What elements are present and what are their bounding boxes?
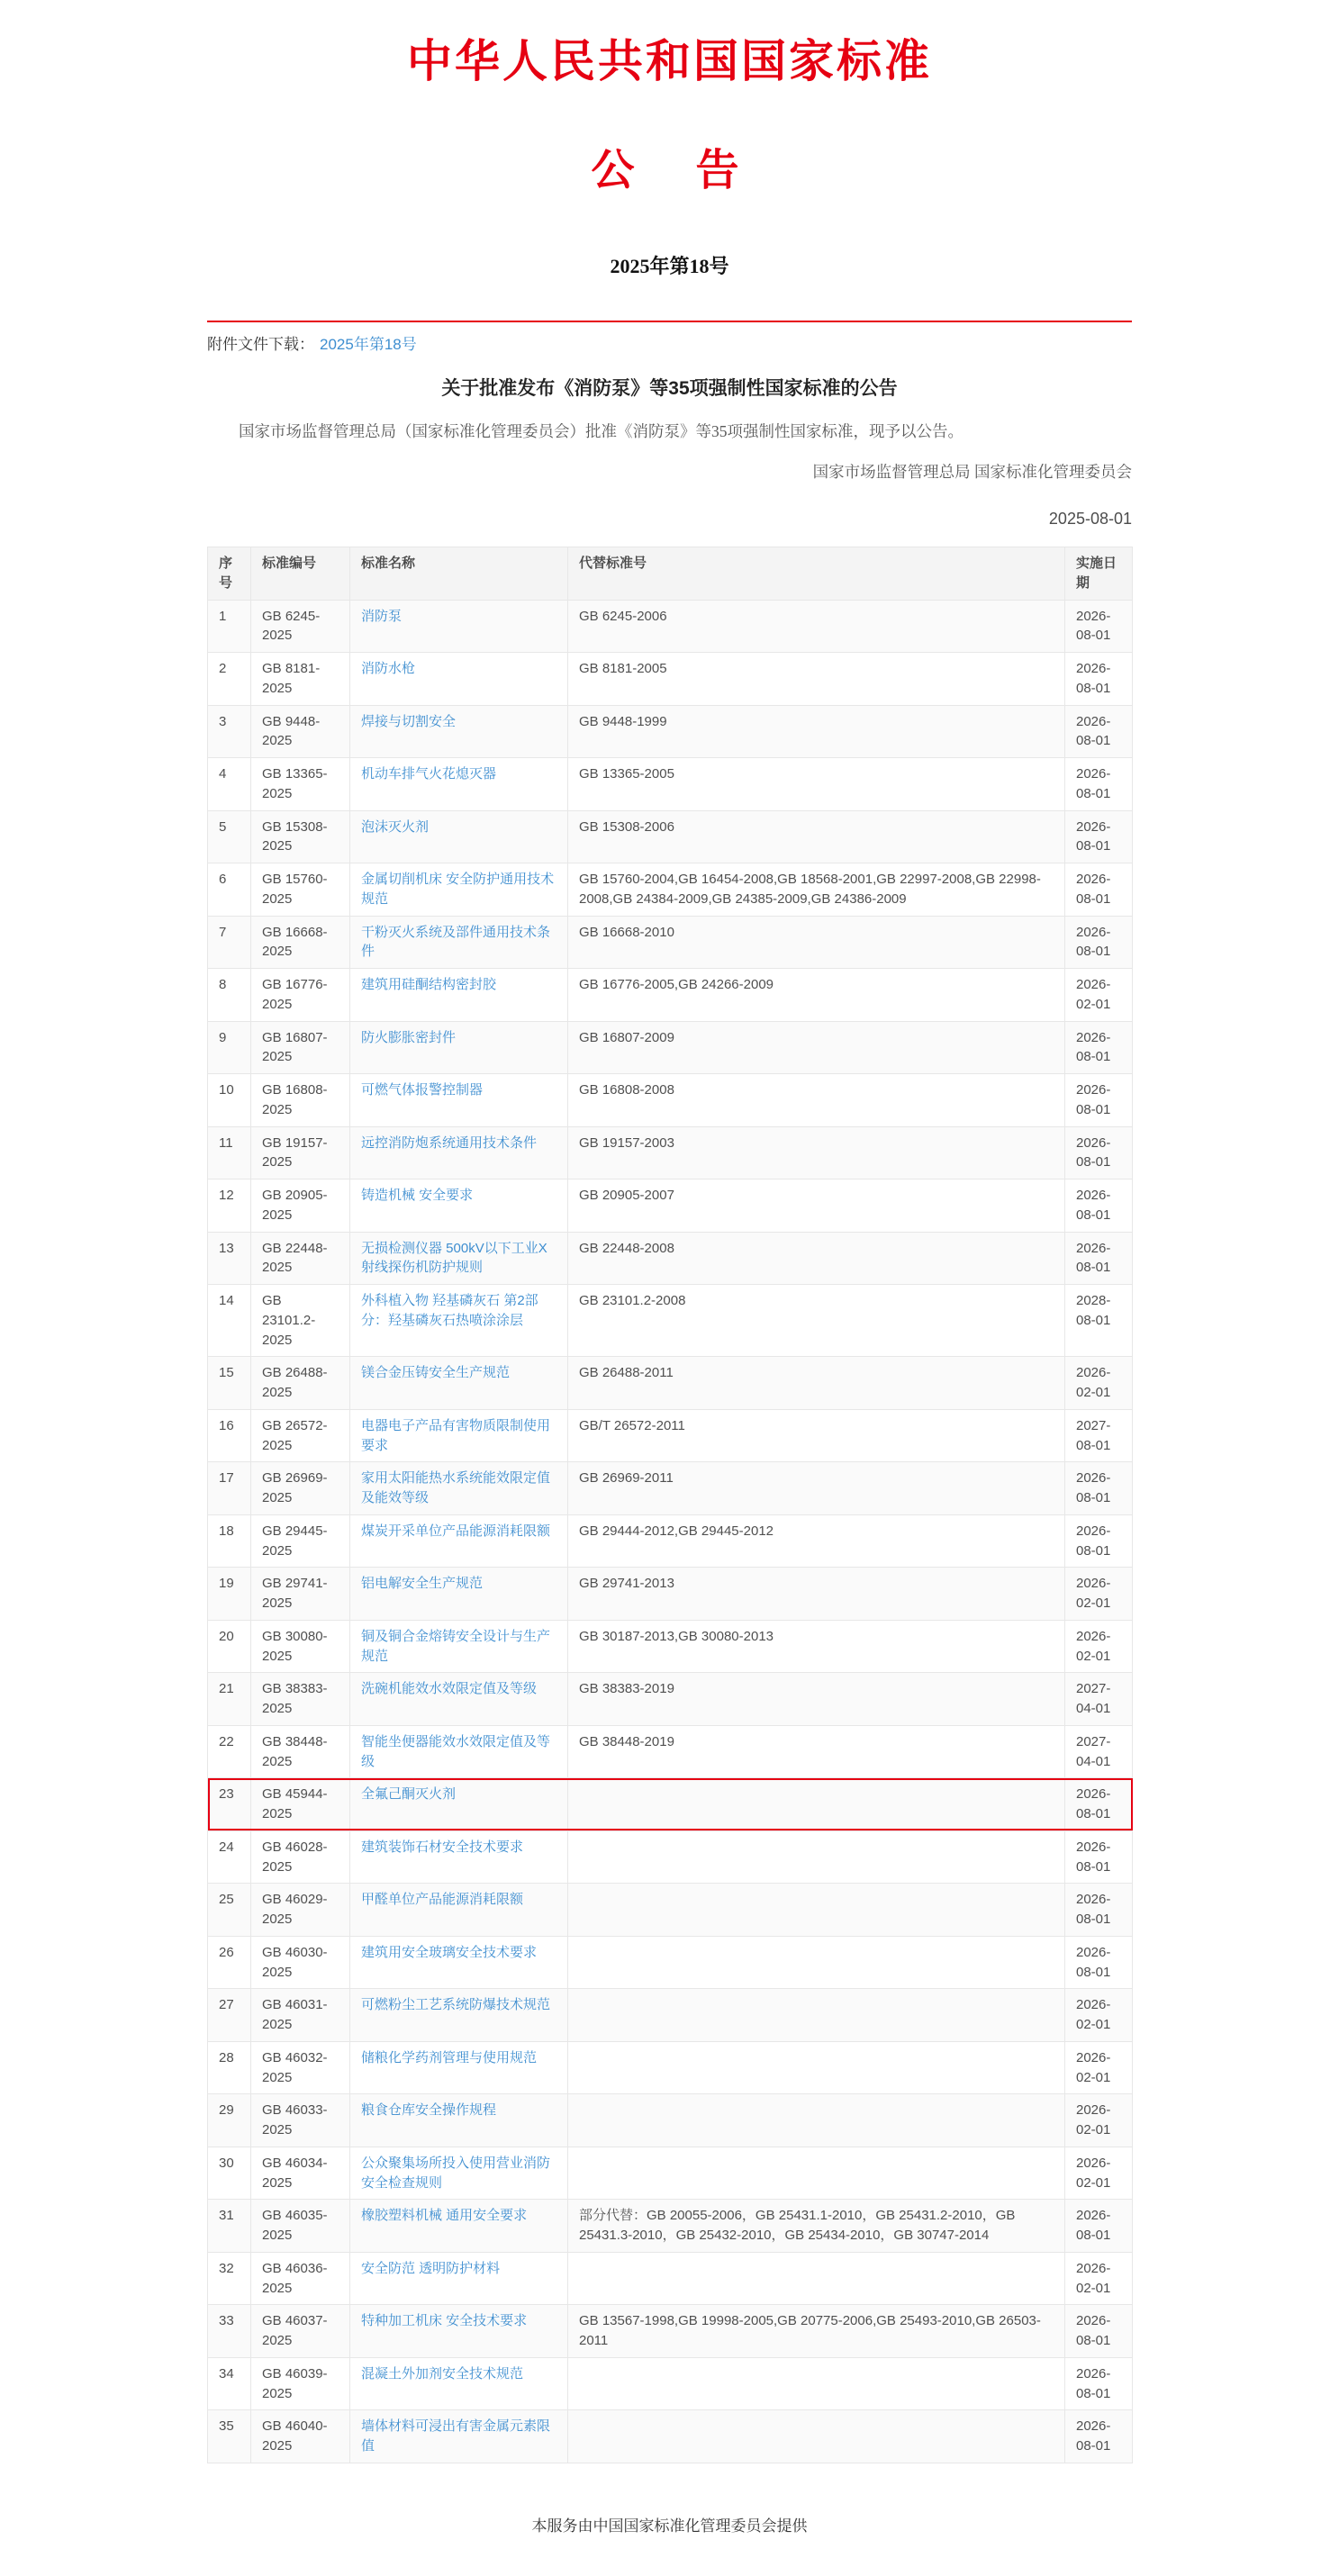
- table-header-row: [208, 547, 1133, 601]
- standard-name-link[interactable]: 金属切削机床 安全防护通用技术规范: [361, 872, 555, 907]
- code-cell: GB 29741-2025: [251, 1568, 350, 1621]
- date-cell: 2026-08-01: [1065, 1884, 1133, 1937]
- standard-name-cell: [350, 1673, 568, 1726]
- date-cell: 2026-02-01: [1065, 1568, 1133, 1621]
- code-cell: GB 46030-2025: [251, 1936, 350, 1989]
- standard-name-link[interactable]: 铜及铜合金熔铸安全设计与生产规范: [361, 1628, 551, 1664]
- replaces-cell: [568, 1778, 1065, 1831]
- table-row: [208, 2147, 1133, 2200]
- code-cell: GB 45944-2025: [251, 1778, 350, 1831]
- date-cell: 2026-08-01: [1065, 1021, 1133, 1074]
- date-cell: 2026-08-01: [1065, 600, 1133, 653]
- table-row: [208, 2252, 1133, 2305]
- standard-name-cell: [350, 1074, 568, 1127]
- standard-name-cell: [350, 1620, 568, 1673]
- code-cell: GB 46031-2025: [251, 1989, 350, 2042]
- code-cell: GB 46028-2025: [251, 1830, 350, 1884]
- standard-name-link[interactable]: 甲醛单位产品能源消耗限额: [361, 1892, 524, 1908]
- table-row: [208, 1180, 1133, 1233]
- date-cell: 2026-08-01: [1065, 653, 1133, 706]
- replaces-cell: GB 15308-2006: [568, 810, 1065, 863]
- serial-cell: 33: [208, 2305, 251, 2358]
- serial-cell: 6: [208, 863, 251, 917]
- serial-cell: 32: [208, 2252, 251, 2305]
- replaces-cell: GB 16808-2008: [568, 1074, 1065, 1127]
- standard-name-cell: [350, 916, 568, 969]
- replaces-cell: 部分代替：GB 20055-2006，GB 25431.1-2010，GB 25431.2-2010，GB 25431.3-2010，GB 25432-2010，GB 25434-2010，GB 30747-2014: [568, 2200, 1065, 2253]
- standard-name-cell: [350, 653, 568, 706]
- replaces-cell: [568, 1884, 1065, 1937]
- replaces-cell: [568, 2252, 1065, 2305]
- standard-name-cell: [350, 1021, 568, 1074]
- date-cell: 2026-08-01: [1065, 1936, 1133, 1989]
- code-cell: GB 46040-2025: [251, 2410, 350, 2463]
- serial-cell: 34: [208, 2357, 251, 2410]
- code-cell: GB 26488-2025: [251, 1357, 350, 1410]
- standard-name-cell: [350, 2094, 568, 2147]
- date-cell: 2026-08-01: [1065, 2305, 1133, 2358]
- standard-name-link[interactable]: 电器电子产品有害物质限制使用要求: [361, 1417, 551, 1453]
- standard-name-cell: [350, 1126, 568, 1180]
- standard-name-link[interactable]: 储粮化学药剂管理与使用规范: [361, 2049, 538, 2065]
- serial-cell: 1: [208, 600, 251, 653]
- code-cell: GB 22448-2025: [251, 1232, 350, 1285]
- serial-cell: 19: [208, 1568, 251, 1621]
- table-row: [208, 1884, 1133, 1937]
- code-cell: GB 9448-2025: [251, 705, 350, 758]
- standard-name-link[interactable]: 干粉灭火系统及部件通用技术条件: [361, 924, 551, 960]
- standard-name-link[interactable]: 镁合金压铸安全生产规范: [361, 1365, 511, 1381]
- table-row: [208, 1620, 1133, 1673]
- standard-name-link[interactable]: 可燃粉尘工艺系统防爆技术规范: [361, 1997, 551, 2013]
- code-cell: GB 15760-2025: [251, 863, 350, 917]
- standard-name-cell: [350, 2305, 568, 2358]
- date-cell: 2026-08-01: [1065, 758, 1133, 811]
- table-row: [208, 653, 1133, 706]
- standard-name-cell: [350, 2041, 568, 2094]
- issue-number: 2025年第18号: [610, 255, 729, 277]
- table-row: [208, 2357, 1133, 2410]
- serial-cell: 17: [208, 1462, 251, 1515]
- replaces-cell: GB 16776-2005,GB 24266-2009: [568, 969, 1065, 1022]
- standards-table-body: [208, 600, 1133, 2463]
- serial-cell: 35: [208, 2410, 251, 2463]
- code-cell: GB 6245-2025: [251, 600, 350, 653]
- standard-name-cell: [350, 2252, 568, 2305]
- serial-cell: 8: [208, 969, 251, 1022]
- table-row: [208, 969, 1133, 1022]
- code-cell: GB 46035-2025: [251, 2200, 350, 2253]
- standard-name-cell: [350, 969, 568, 1022]
- table-row: [208, 810, 1133, 863]
- date-cell: 2026-08-01: [1065, 1232, 1133, 1285]
- date-cell: 2026-08-01: [1065, 1514, 1133, 1568]
- date-cell: 2026-02-01: [1065, 1620, 1133, 1673]
- serial-cell: 21: [208, 1673, 251, 1726]
- column-header-name: 标准名称: [350, 547, 568, 601]
- replaces-cell: GB 15760-2004,GB 16454-2008,GB 18568-2001,GB 22997-2008,GB 22998-2008,GB 24384-2009,GB 24385-2009,GB 24386-2009: [568, 863, 1065, 917]
- standard-name-cell: [350, 1989, 568, 2042]
- code-cell: GB 46039-2025: [251, 2357, 350, 2410]
- code-cell: GB 16807-2025: [251, 1021, 350, 1074]
- replaces-cell: GB 29741-2013: [568, 1568, 1065, 1621]
- standard-name-link[interactable]: 外科植入物 羟基磷灰石 第2部分：羟基磷灰石热喷涂涂层: [361, 1293, 538, 1328]
- replaces-cell: GB 13567-1998,GB 19998-2005,GB 20775-2006,GB 25493-2010,GB 26503-2011: [568, 2305, 1065, 2358]
- table-row: [208, 1074, 1133, 1127]
- date-cell: 2026-02-01: [1065, 1357, 1133, 1410]
- serial-cell: 27: [208, 1989, 251, 2042]
- serial-cell: 4: [208, 758, 251, 811]
- standard-name-cell: [350, 1725, 568, 1778]
- serial-cell: 29: [208, 2094, 251, 2147]
- code-cell: GB 30080-2025: [251, 1620, 350, 1673]
- code-cell: GB 13365-2025: [251, 758, 350, 811]
- serial-cell: 16: [208, 1409, 251, 1462]
- standard-name-cell: [350, 1514, 568, 1568]
- standard-name-cell: [350, 2147, 568, 2200]
- standard-name-link[interactable]: 焊接与切割安全: [361, 713, 457, 729]
- standard-name-cell: [350, 1180, 568, 1233]
- attachment-row: [207, 322, 1132, 357]
- table-row: [208, 1830, 1133, 1884]
- date-cell: 2026-02-01: [1065, 2041, 1133, 2094]
- serial-cell: 23: [208, 1778, 251, 1831]
- serial-cell: 30: [208, 2147, 251, 2200]
- standard-name-cell: [350, 1830, 568, 1884]
- standard-name-link[interactable]: 可燃气体报警控制器: [361, 1082, 484, 1098]
- column-header-replaces: 代替标准号: [568, 547, 1065, 601]
- standard-name-link[interactable]: 建筑装饰石材安全技术要求: [361, 1839, 524, 1855]
- serial-cell: 11: [208, 1126, 251, 1180]
- date-cell: 2026-08-01: [1065, 916, 1133, 969]
- code-cell: GB 46029-2025: [251, 1884, 350, 1937]
- date-cell: 2026-08-01: [1065, 1830, 1133, 1884]
- column-header-date: 实施日期: [1065, 547, 1133, 601]
- standard-name-link[interactable]: 橡胶塑料机械 通用安全要求: [361, 2208, 528, 2224]
- replaces-cell: GB 26969-2011: [568, 1462, 1065, 1515]
- table-row: [208, 1357, 1133, 1410]
- replaces-cell: GB 8181-2005: [568, 653, 1065, 706]
- table-row: [208, 1936, 1133, 1989]
- column-header-serial: 序号: [208, 547, 251, 601]
- table-row: [208, 1725, 1133, 1778]
- serial-cell: 26: [208, 1936, 251, 1989]
- serial-cell: 15: [208, 1357, 251, 1410]
- table-row: [208, 1778, 1133, 1831]
- replaces-cell: GB 13365-2005: [568, 758, 1065, 811]
- date-cell: 2026-08-01: [1065, 2357, 1133, 2410]
- content-container: [207, 321, 1132, 2576]
- announcement-body: 国家市场监督管理总局（国家标准化管理委员会）批准《消防泵》等35项强制性国家标准，现予以公告。: [239, 422, 964, 440]
- standard-name-cell: [350, 1409, 568, 1462]
- table-row: [208, 1673, 1133, 1726]
- serial-cell: 5: [208, 810, 251, 863]
- replaces-cell: GB 38448-2019: [568, 1725, 1065, 1778]
- serial-cell: 3: [208, 705, 251, 758]
- replaces-cell: [568, 2410, 1065, 2463]
- standard-name-link[interactable]: 建筑用安全玻璃安全技术要求: [361, 1944, 538, 1960]
- standard-name-cell: [350, 1462, 568, 1515]
- standard-name-link[interactable]: 洗碗机能效水效限定值及等级: [361, 1681, 538, 1697]
- table-row: [208, 916, 1133, 969]
- replaces-cell: GB/T 26572-2011: [568, 1409, 1065, 1462]
- standard-name-cell: [350, 705, 568, 758]
- table-row: [208, 2410, 1133, 2463]
- code-cell: GB 26572-2025: [251, 1409, 350, 1462]
- table-row: [208, 2305, 1133, 2358]
- date-cell: 2027-08-01: [1065, 1409, 1133, 1462]
- table-row: [208, 1232, 1133, 1285]
- standard-name-link[interactable]: 公众聚集场所投入使用营业消防安全检查规则: [361, 2155, 551, 2191]
- standard-name-link[interactable]: 泡沫灭火剂: [361, 818, 430, 835]
- standard-name-link[interactable]: 粮食仓库安全操作规程: [361, 2102, 497, 2119]
- serial-cell: 7: [208, 916, 251, 969]
- column-header-code: 标准编号: [251, 547, 350, 601]
- replaces-cell: [568, 1830, 1065, 1884]
- standard-name-cell: [350, 600, 568, 653]
- date-cell: 2026-08-01: [1065, 810, 1133, 863]
- serial-cell: 31: [208, 2200, 251, 2253]
- date-cell: 2026-08-01: [1065, 705, 1133, 758]
- standard-name-link[interactable]: 智能坐便器能效水效限定值及等级: [361, 1733, 551, 1769]
- table-row: [208, 600, 1133, 653]
- standard-name-cell: [350, 1285, 568, 1357]
- table-row: [208, 1989, 1133, 2042]
- date-cell: 2026-08-01: [1065, 1074, 1133, 1127]
- table-row: [208, 1409, 1133, 1462]
- table-row: [208, 1126, 1133, 1180]
- standard-name-link[interactable]: 墙体材料可浸出有害金属元素限值: [361, 2418, 551, 2454]
- standard-name-cell: [350, 2200, 568, 2253]
- standard-name-link[interactable]: 特种加工机床 安全技术要求: [361, 2313, 528, 2329]
- serial-cell: 14: [208, 1285, 251, 1357]
- replaces-cell: GB 26488-2011: [568, 1357, 1065, 1410]
- standard-name-link[interactable]: 消防水枪: [361, 661, 416, 676]
- standard-name-cell: [350, 1778, 568, 1831]
- announcement-signature: 国家市场监督管理总局 国家标准化管理委员会: [812, 463, 1132, 481]
- standard-name-link[interactable]: 建筑用硅酮结构密封胶: [361, 977, 497, 992]
- code-cell: GB 26969-2025: [251, 1462, 350, 1515]
- replaces-cell: [568, 1989, 1065, 2042]
- standard-name-link[interactable]: 安全防范 透明防护材料: [361, 2260, 501, 2276]
- footer-note: 本服务由中国国家标准化管理委员会提供: [531, 2517, 808, 2535]
- replaces-cell: [568, 2147, 1065, 2200]
- serial-cell: 2: [208, 653, 251, 706]
- standard-name-cell: [350, 1936, 568, 1989]
- code-cell: GB 46037-2025: [251, 2305, 350, 2358]
- serial-cell: 9: [208, 1021, 251, 1074]
- code-cell: GB 38448-2025: [251, 1725, 350, 1778]
- standard-name-cell: [350, 1232, 568, 1285]
- date-cell: 2027-04-01: [1065, 1725, 1133, 1778]
- replaces-cell: [568, 2041, 1065, 2094]
- code-cell: GB 46032-2025: [251, 2041, 350, 2094]
- date-cell: 2027-04-01: [1065, 1673, 1133, 1726]
- serial-cell: 25: [208, 1884, 251, 1937]
- code-cell: GB 23101.2-2025: [251, 1285, 350, 1357]
- serial-cell: 20: [208, 1620, 251, 1673]
- standard-name-link[interactable]: 全氟己酮灭火剂: [361, 1786, 457, 1803]
- table-row: [208, 1021, 1133, 1074]
- date-cell: 2026-08-01: [1065, 1778, 1133, 1831]
- table-row: [208, 1514, 1133, 1568]
- replaces-cell: GB 20905-2007: [568, 1180, 1065, 1233]
- date-cell: 2026-08-01: [1065, 2200, 1133, 2253]
- date-cell: 2026-02-01: [1065, 2252, 1133, 2305]
- table-row: [208, 2041, 1133, 2094]
- standard-name-link[interactable]: 消防泵: [361, 608, 403, 624]
- announcement-date: 2025-08-01: [1048, 510, 1132, 528]
- code-cell: GB 8181-2025: [251, 653, 350, 706]
- standard-name-cell: [350, 2357, 568, 2410]
- standards-table: [207, 547, 1133, 2463]
- table-row: [208, 1462, 1133, 1515]
- code-cell: GB 15308-2025: [251, 810, 350, 863]
- standard-name-link[interactable]: 防火膨胀密封件: [361, 1029, 457, 1045]
- code-cell: GB 29445-2025: [251, 1514, 350, 1568]
- table-row: [208, 1568, 1133, 1621]
- serial-cell: 12: [208, 1180, 251, 1233]
- code-cell: GB 38383-2025: [251, 1673, 350, 1726]
- standard-name-link[interactable]: 家用太阳能热水系统能效限定值及能效等级: [361, 1470, 551, 1505]
- serial-cell: 13: [208, 1232, 251, 1285]
- replaces-cell: GB 16668-2010: [568, 916, 1065, 969]
- table-row: [208, 1285, 1133, 1357]
- replaces-cell: GB 30187-2013,GB 30080-2013: [568, 1620, 1065, 1673]
- date-cell: 2026-02-01: [1065, 2094, 1133, 2147]
- standard-name-link[interactable]: 无损检测仪器 500kV以下工业X射线探伤机防护规则: [361, 1240, 547, 1276]
- attachment-label: 附件文件下载：: [207, 336, 314, 353]
- date-cell: 2028-08-01: [1065, 1285, 1133, 1357]
- code-cell: GB 46036-2025: [251, 2252, 350, 2305]
- replaces-cell: GB 22448-2008: [568, 1232, 1065, 1285]
- table-row: [208, 863, 1133, 917]
- code-cell: GB 16808-2025: [251, 1074, 350, 1127]
- standard-name-cell: [350, 758, 568, 811]
- code-cell: GB 16776-2025: [251, 969, 350, 1022]
- replaces-cell: GB 23101.2-2008: [568, 1285, 1065, 1357]
- table-row: [208, 705, 1133, 758]
- date-cell: 2026-08-01: [1065, 2410, 1133, 2463]
- replaces-cell: GB 9448-1999: [568, 705, 1065, 758]
- serial-cell: 28: [208, 2041, 251, 2094]
- table-row: [208, 2094, 1133, 2147]
- standard-name-link[interactable]: 混凝土外加剂安全技术规范: [361, 2365, 524, 2382]
- replaces-cell: [568, 2357, 1065, 2410]
- replaces-cell: GB 16807-2009: [568, 1021, 1065, 1074]
- serial-cell: 22: [208, 1725, 251, 1778]
- standard-name-link[interactable]: 铝电解安全生产规范: [361, 1576, 484, 1592]
- standard-name-link[interactable]: 煤炭开采单位产品能源消耗限额: [361, 1523, 551, 1539]
- date-cell: 2026-08-01: [1065, 1462, 1133, 1515]
- date-cell: 2026-08-01: [1065, 863, 1133, 917]
- replaces-cell: [568, 2094, 1065, 2147]
- standard-name-cell: [350, 1357, 568, 1410]
- date-cell: 2026-08-01: [1065, 1126, 1133, 1180]
- page-subtitle: 公 告: [591, 147, 748, 194]
- standard-name-cell: [350, 1568, 568, 1621]
- date-cell: 2026-02-01: [1065, 1989, 1133, 2042]
- serial-cell: 18: [208, 1514, 251, 1568]
- table-row: [208, 2200, 1133, 2253]
- replaces-cell: [568, 1936, 1065, 1989]
- code-cell: GB 20905-2025: [251, 1180, 350, 1233]
- date-cell: 2026-08-01: [1065, 1180, 1133, 1233]
- replaces-cell: GB 6245-2006: [568, 600, 1065, 653]
- standard-name-cell: [350, 2410, 568, 2463]
- standard-name-link[interactable]: 远控消防炮系统通用技术条件: [361, 1134, 538, 1151]
- code-cell: GB 46033-2025: [251, 2094, 350, 2147]
- standard-name-link[interactable]: 机动车排气火花熄灭器: [361, 766, 497, 782]
- standard-name-cell: [350, 1884, 568, 1937]
- serial-cell: 10: [208, 1074, 251, 1127]
- page-title: 中华人民共和国国家标准: [407, 36, 932, 86]
- replaces-cell: GB 38383-2019: [568, 1673, 1065, 1726]
- replaces-cell: GB 19157-2003: [568, 1126, 1065, 1180]
- replaces-cell: GB 29444-2012,GB 29445-2012: [568, 1514, 1065, 1568]
- attachment-link[interactable]: 2025年第18号: [320, 336, 417, 353]
- announcement-title: 关于批准发布《消防泵》等35项强制性国家标准的公告: [441, 378, 898, 399]
- serial-cell: 24: [208, 1830, 251, 1884]
- code-cell: GB 46034-2025: [251, 2147, 350, 2200]
- date-cell: 2026-02-01: [1065, 969, 1133, 1022]
- code-cell: GB 16668-2025: [251, 916, 350, 969]
- date-cell: 2026-02-01: [1065, 2147, 1133, 2200]
- code-cell: GB 19157-2025: [251, 1126, 350, 1180]
- standard-name-cell: [350, 810, 568, 863]
- table-row: [208, 758, 1133, 811]
- standard-name-cell: [350, 863, 568, 917]
- standard-name-link[interactable]: 铸造机械 安全要求: [361, 1188, 474, 1203]
